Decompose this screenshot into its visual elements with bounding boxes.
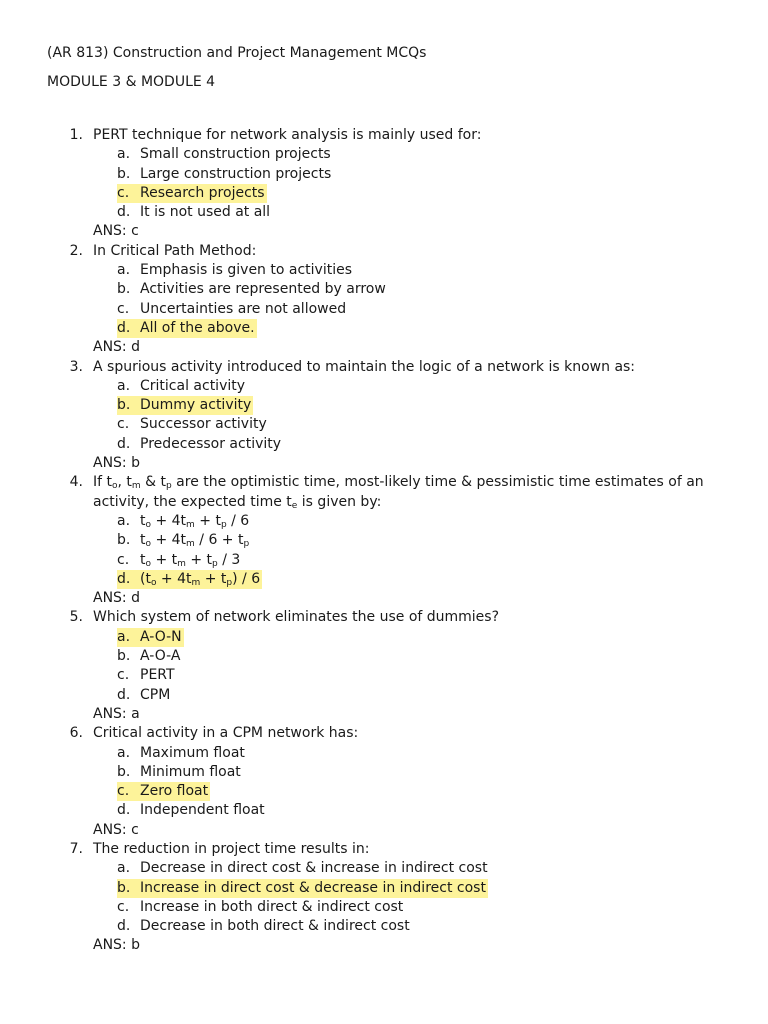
question-number: 5. [69,609,83,626]
option-letter: a. [117,744,131,761]
option-text: Uncertainties are not allowed [140,300,347,317]
answer-key: ANS: b [93,937,140,954]
option-a [117,628,728,647]
option-text: A-O-A [140,648,181,665]
option-c [117,184,728,203]
option-letter: c. [117,300,130,317]
option-text: Successor activity [140,416,267,433]
question-3 [47,358,728,474]
option-text: $(t_o + 4t_m + t_p) / 6$ [140,570,261,588]
option-text: A-O-N [140,628,182,645]
option-c [117,898,728,917]
option-body [117,666,175,685]
option-list [47,859,728,936]
answer-key: ANS: a [93,705,140,722]
option-text: $t_o + 4t_m / 6 + t_p$ [140,532,250,550]
option-list [47,145,728,222]
option-text: It is not used at all [140,204,271,221]
question-text: A spurious activity introduced to maintain the logic of a network is known as: [93,358,636,375]
option-text: $t_o + t_m + t_p / 3$ [140,551,241,569]
question-stem [47,724,728,743]
option-b [117,165,728,184]
question-stem [47,358,728,377]
highlighted-answer [117,319,257,338]
question-4 [47,473,728,608]
option-text: Zero float [140,783,209,800]
option-d [117,319,728,338]
question-text: If $t_o$, $t_m$ & $t_p$ are the optimistic time, most-likely time & pessimistic time estimates of an activity, the expected time $t_e$ is given by: [93,474,704,511]
option-letter: a. [117,262,131,279]
question-5 [47,608,728,724]
option-letter: d. [117,802,131,819]
answer-key: ANS: d [93,590,140,607]
option-letter: c. [117,898,130,915]
option-text: Predecessor activity [140,435,282,452]
option-d [117,435,728,454]
option-text: Small construction projects [140,146,331,163]
option-body [117,280,386,299]
question-text: In Critical Path Method: [93,242,257,259]
question-7 [47,840,728,956]
option-letter: d. [117,319,131,336]
question-number: 1. [69,127,83,143]
option-text: Independent float [140,802,265,819]
option-list [47,628,728,705]
option-body [117,512,249,531]
option-b [117,531,728,550]
option-letter: a. [117,377,131,394]
option-body [117,377,245,396]
option-c [117,782,728,801]
option-b [117,879,728,898]
option-text: Increase in direct cost & decrease in indirect cost [140,879,486,896]
option-body [117,686,170,705]
option-text: Activities are represented by arrow [140,281,386,298]
option-letter: b. [117,763,131,780]
option-a [117,744,728,763]
option-b [117,763,728,782]
option-list [47,261,728,338]
question-stem [47,126,728,145]
option-letter: b. [117,281,131,298]
option-text: Large construction projects [140,165,332,182]
option-body [117,203,270,222]
option-a [117,859,728,878]
option-body [117,145,331,164]
option-letter: a. [117,512,131,529]
highlighted-answer [117,396,253,415]
option-d [117,686,728,705]
highlighted-answer [117,570,262,589]
option-a [117,145,728,164]
option-text: Decrease in both direct & indirect cost [140,918,410,935]
question-list [47,126,728,956]
option-a [117,261,728,280]
question-2 [47,242,728,358]
option-text: Emphasis is given to activities [140,262,353,279]
question-text: Critical activity in a CPM network has: [93,725,359,742]
option-body [117,300,346,319]
highlighted-answer [117,628,184,647]
option-text: Increase in both direct & indirect cost [140,898,404,915]
option-letter: c. [117,667,130,684]
option-letter: b. [117,165,131,182]
option-body [117,647,180,666]
option-letter: a. [117,860,131,877]
question-6 [47,724,728,840]
question-number: 7. [69,840,83,857]
option-letter: b. [117,397,131,414]
option-list [47,377,728,454]
answer-key: ANS: c [93,223,139,240]
option-text: Research projects [140,184,265,201]
question-text: The reduction in project time results in: [93,840,370,857]
option-d [117,203,728,222]
option-text: Critical activity [140,377,246,394]
question-stem [47,840,728,859]
option-letter: b. [117,648,131,665]
option-letter: c. [117,551,130,568]
option-body [117,859,488,878]
option-letter: d. [117,570,131,587]
option-a [117,512,728,531]
option-body [117,744,245,763]
option-body [117,165,331,184]
highlighted-answer [117,184,267,203]
question-stem [47,242,728,261]
answer-key: ANS: b [93,455,140,472]
option-text: All of the above. [140,319,255,336]
option-a [117,377,728,396]
option-letter: c. [117,783,130,800]
highlighted-answer [117,879,488,898]
option-c [117,415,728,434]
option-letter: b. [117,879,131,896]
option-list [47,512,728,589]
question-number: 4. [69,474,83,491]
option-b [117,396,728,415]
option-body [117,435,281,454]
question-1 [47,126,728,242]
option-c [117,300,728,319]
question-stem [47,473,728,512]
question-number: 6. [69,725,83,742]
option-letter: c. [117,416,130,433]
option-letter: d. [117,204,131,221]
option-body [117,261,352,280]
option-text: CPM [140,686,171,703]
option-list [47,744,728,821]
question-number: 2. [69,242,83,259]
option-body [117,415,267,434]
option-letter: b. [117,532,131,549]
option-b [117,647,728,666]
option-d [117,801,728,820]
option-text: PERT [140,667,175,684]
option-letter: a. [117,146,131,163]
option-c [117,551,728,570]
option-text: Decrease in direct cost & increase in indirect cost [140,860,488,877]
option-body [117,551,240,570]
question-stem [47,608,728,627]
document-subtitle: MODULE 3 & MODULE 4 [47,74,216,90]
option-body [117,801,265,820]
option-letter: a. [117,628,131,645]
option-body [117,531,249,550]
option-text: Minimum float [140,763,241,780]
answer-key: ANS: d [93,339,140,356]
option-letter: c. [117,184,130,201]
document-title: (AR 813) Construction and Project Management MCQs [47,45,427,61]
option-letter: d. [117,918,131,935]
option-c [117,666,728,685]
option-letter: d. [117,686,131,703]
option-b [117,280,728,299]
highlighted-answer [117,782,210,801]
answer-key: ANS: c [93,821,139,838]
option-text: Dummy activity [140,397,252,414]
option-d [117,570,728,589]
question-number: 3. [69,358,83,375]
option-body [117,917,410,936]
option-text: $t_o + 4t_m + t_p / 6$ [140,512,250,530]
question-text: PERT technique for network analysis is mainly used for: [93,127,482,143]
option-letter: d. [117,435,131,452]
option-body [117,763,241,782]
option-d [117,917,728,936]
question-text: Which system of network eliminates the use of dummies? [93,609,500,626]
option-text: Maximum float [140,744,245,761]
option-body [117,898,403,917]
